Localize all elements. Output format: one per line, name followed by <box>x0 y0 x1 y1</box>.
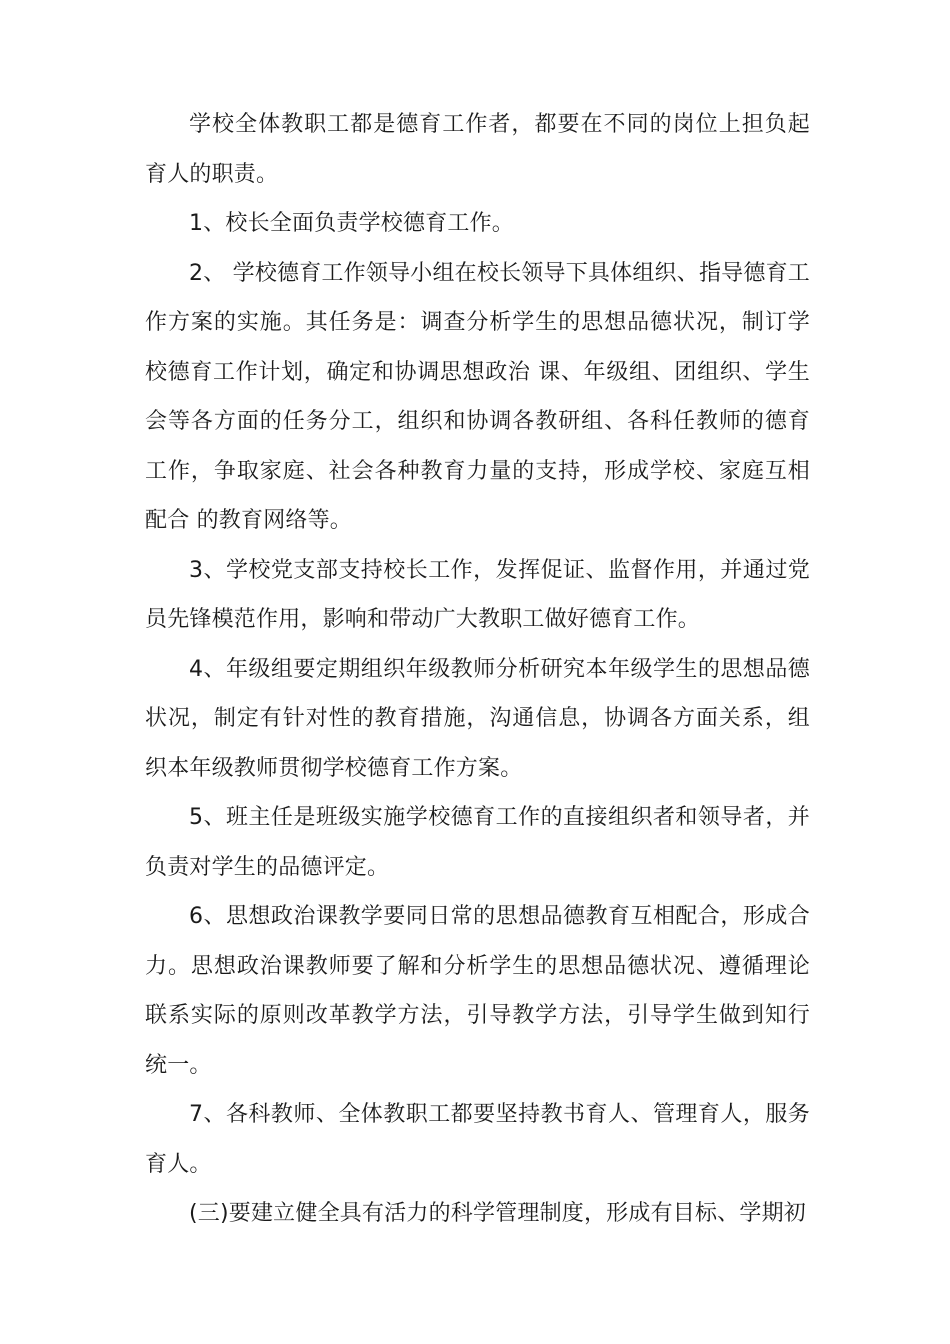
paragraph-item-1: 1、校长全面负责学校德育工作。 <box>189 211 514 236</box>
paragraph-intro: 学校全体教职工都是德育工作者，都要在不同的岗位上担负起育人的职责。 <box>145 112 810 187</box>
paragraph-item-2: 2、 学校德育工作领导小组在校长领导下具体组织、指导德育工作方案的实施。其任务是：调查分析学生的思想品德状况，制订学校德育工作计划，确定和协调思想政治 课、年级组、团组织、学生会等各方面的任务分工，组织和协调各教研组、各科任教师的德育工作，争取家庭、社会各种教育力量的支持，形成学校、家庭互相配合 的教育网络等。 <box>145 260 810 533</box>
paragraph-item-3: 3、学校党支部支持校长工作，发挥促证、监督作用，并通过党员先锋模范作用，影响和带动广大教职工做好德育工作。 <box>145 557 810 632</box>
document-body <box>145 100 810 1239</box>
paragraph-item-7: 7、各科教师、全体教职工都要坚持教书育人、管理育人，服务育人。 <box>145 1102 810 1177</box>
paragraph-item-4: 4、年级组要定期组织年级教师分析研究本年级学生的思想品德状况，制定有针对性的教育措施，沟通信息，协调各方面关系，组织本年级教师贯彻学校德育工作方案。 <box>145 656 810 781</box>
paragraph-item-6: 6、思想政治课教学要同日常的思想品德教育互相配合，形成合力。思想政治课教师要了解和分析学生的思想品德状况、遵循理论联系实际的原则改革教学方法，引导教学方法，引导学生做到知行统一。 <box>145 904 810 1078</box>
paragraph-item-5: 5、班主任是班级实施学校德育工作的直接组织者和领导者，并负责对学生的品德评定。 <box>145 805 810 880</box>
paragraph-section-3: (三)要建立健全具有活力的科学管理制度，形成有目标、学期初 <box>189 1201 806 1226</box>
